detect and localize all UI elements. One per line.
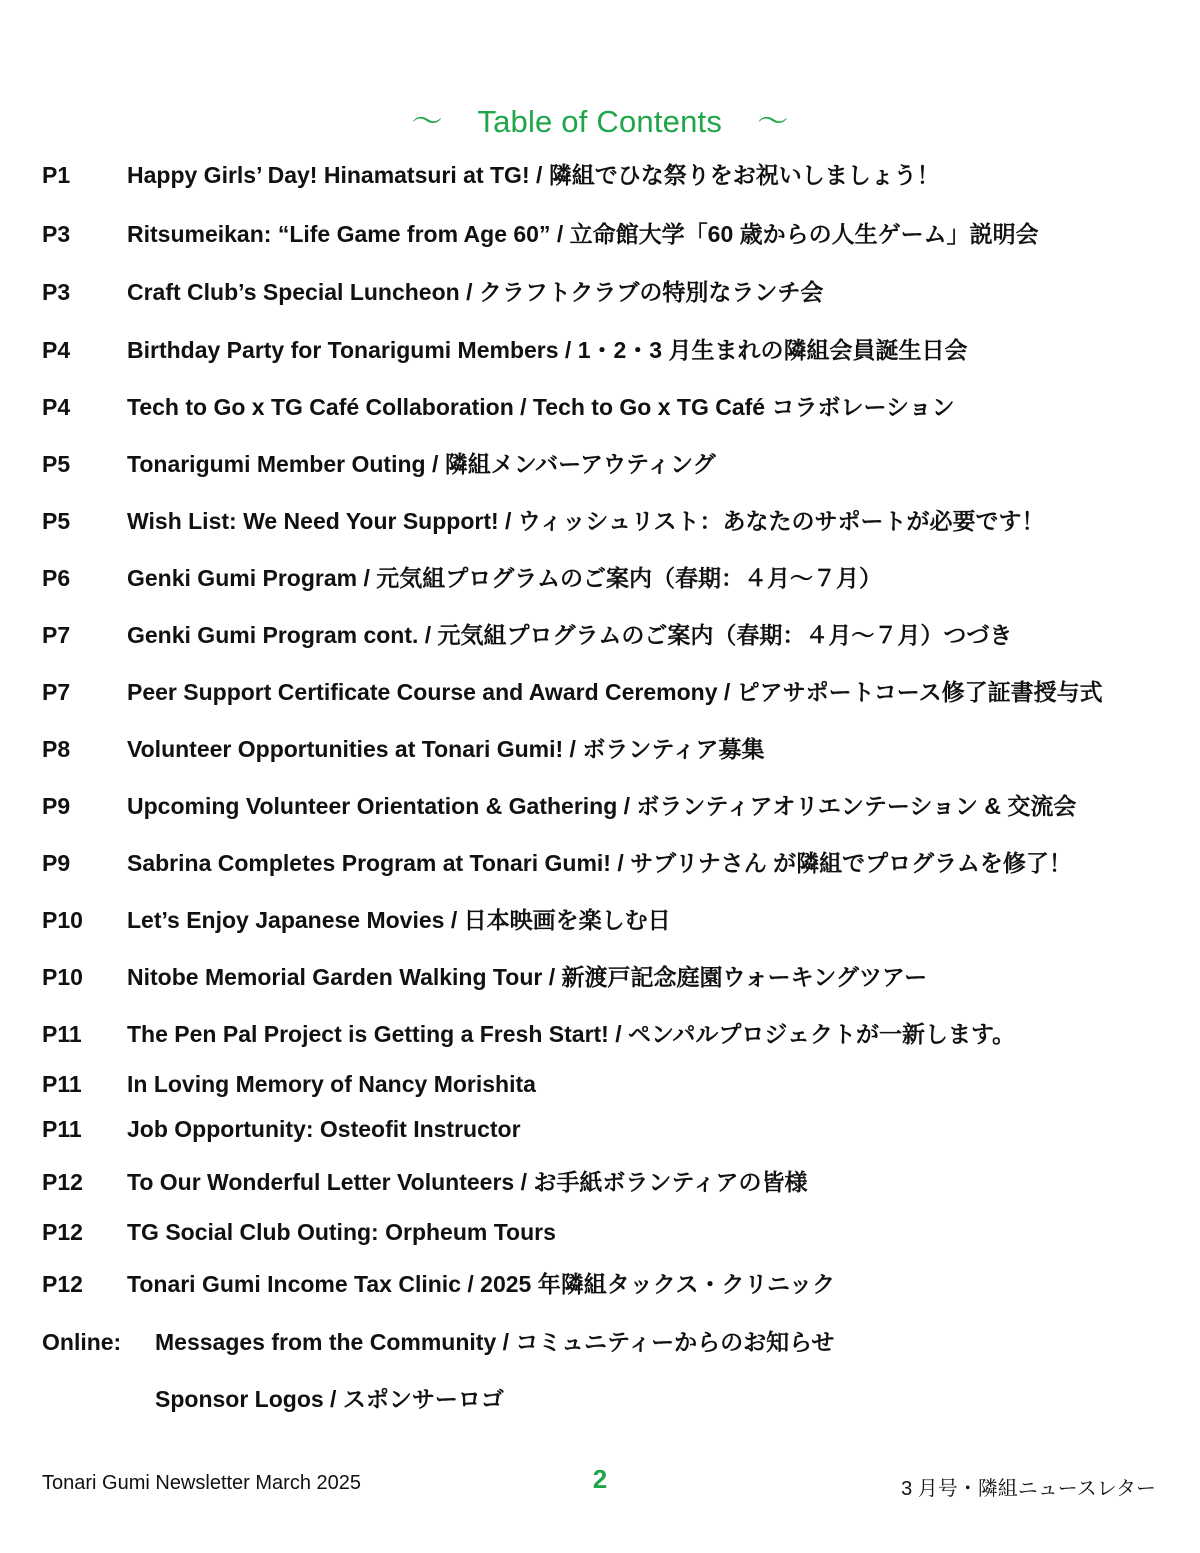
toc-entry-title: In Loving Memory of Nancy Morishita [127, 1071, 536, 1097]
toc-page-number: P7 [42, 679, 71, 705]
toc-page-number: P11 [42, 1071, 82, 1097]
toc-entry-title: Wish List: We Need Your Support! / ウィッシュリスト：あなたのサポートが必要です！ [127, 508, 1045, 534]
toc-entry [0, 731, 1200, 767]
toc-entry [0, 1324, 1200, 1360]
toc-entry [0, 1266, 1200, 1302]
toc-entry-title: Sponsor Logos / スポンサーロゴ [155, 1386, 504, 1412]
toc-entry-title: Genki Gumi Program cont. / 元気組プログラムのご案内（春期：４月～７月）つづき [127, 622, 1013, 648]
toc-page-number: P10 [42, 964, 83, 990]
toc-entry [0, 216, 1200, 252]
toc-page-number: P11 [42, 1021, 82, 1047]
toc-page-number: P5 [42, 451, 71, 477]
toc-entry-title: Sabrina Completes Program at Tonari Gumi! / サブリナさん が隣組でプログラムを修了！ [127, 850, 1072, 876]
footer-page-number: 2 [592, 1464, 608, 1494]
toc-page-number: P12 [42, 1169, 83, 1195]
toc-entry [0, 674, 1200, 710]
toc-page-number: P11 [42, 1116, 82, 1142]
toc-entry [0, 1111, 1200, 1147]
toc-page-number: P3 [42, 279, 71, 305]
toc-entry [0, 617, 1200, 653]
toc-entry-title: Upcoming Volunteer Orientation & Gathering / ボランティアオリエンテーション & 交流会 [127, 793, 1077, 819]
toc-page-number: P5 [42, 508, 71, 534]
toc-entry [0, 389, 1200, 425]
toc-page-number: P7 [42, 622, 71, 648]
toc-page-number: P6 [42, 565, 71, 591]
toc-entry [0, 902, 1200, 938]
toc-entry-title: Craft Club’s Special Luncheon / クラフトクラブの特別なランチ会 [127, 279, 824, 305]
toc-entry [0, 332, 1200, 368]
footer-newsletter-name: Tonari Gumi Newsletter March 2025 [42, 1472, 362, 1494]
toc-page-number: P9 [42, 850, 71, 876]
toc-entry [0, 788, 1200, 824]
toc-page-number: Online: [42, 1329, 122, 1355]
toc-entry-title: To Our Wonderful Letter Volunteers / お手紙ボランティアの皆様 [127, 1169, 808, 1195]
toc-entry [0, 845, 1200, 881]
toc-entry-title: Happy Girls’ Day! Hinamatsuri at TG! / 隣組でひな祭りをお祝いしましょう！ [127, 162, 940, 188]
toc-entry [0, 1016, 1200, 1052]
toc-page-number: P3 [42, 221, 71, 247]
toc-heading: ～ Table of Contents ～ [411, 104, 789, 139]
toc-entry [0, 1066, 1200, 1102]
toc-entry [0, 274, 1200, 310]
toc-entry-title: Volunteer Opportunities at Tonari Gumi! / ボランティア募集 [127, 736, 765, 762]
toc-entry [0, 560, 1200, 596]
toc-entry [0, 446, 1200, 482]
toc-page-number: P10 [42, 907, 83, 933]
toc-page-number: P1 [42, 162, 71, 188]
toc-page-number: P8 [42, 736, 71, 762]
toc-entry [0, 1164, 1200, 1200]
toc-entry [0, 157, 1200, 193]
toc-page-number: P4 [42, 337, 71, 363]
toc-entry-title: Ritsumeikan: “Life Game from Age 60” / 立命館大学「60 歳からの人生ゲーム」説明会 [127, 221, 1039, 247]
toc-page-number: P12 [42, 1219, 83, 1245]
toc-page-number: P12 [42, 1271, 83, 1297]
toc-entry-title: Tonarigumi Member Outing / 隣組メンバーアウティング [127, 451, 716, 477]
toc-entry-title: TG Social Club Outing: Orpheum Tours [127, 1219, 556, 1245]
toc-entry-title: Peer Support Certificate Course and Award Ceremony / ピアサポートコース修了証書授与式 [127, 679, 1103, 705]
toc-page-number: P9 [42, 793, 71, 819]
toc-entry [0, 959, 1200, 995]
toc-entry-title: Nitobe Memorial Garden Walking Tour / 新渡戸記念庭園ウォーキングツアー [127, 964, 928, 990]
toc-entry [0, 1381, 1200, 1417]
toc-entry-title: Let’s Enjoy Japanese Movies / 日本映画を楽しむ日 [127, 907, 671, 933]
toc-entry-title: Birthday Party for Tonarigumi Members / 1・2・3 月生まれの隣組会員誕生日会 [127, 337, 968, 363]
toc-entry-title: Job Opportunity: Osteofit Instructor [127, 1116, 521, 1142]
toc-entry [0, 503, 1200, 539]
toc-entry-title: The Pen Pal Project is Getting a Fresh Start! / ペンパルプロジェクトが一新します。 [127, 1021, 1016, 1047]
toc-entry-title: Tonari Gumi Income Tax Clinic / 2025 年隣組タックス・クリニック [127, 1271, 836, 1297]
toc-entry-title: Tech to Go x TG Café Collaboration / Tech to Go x TG Café コラボレーション [127, 394, 955, 420]
toc-entry [0, 1214, 1200, 1250]
toc-entry-title: Messages from the Community / コミュニティーからのお知らせ [155, 1329, 835, 1355]
toc-page-number: P4 [42, 394, 71, 420]
footer-newsletter-name-japanese: 3 月号・隣組ニュースレター [901, 1478, 1156, 1500]
toc-entry-title: Genki Gumi Program / 元気組プログラムのご案内（春期：４月～７月） [127, 565, 882, 591]
